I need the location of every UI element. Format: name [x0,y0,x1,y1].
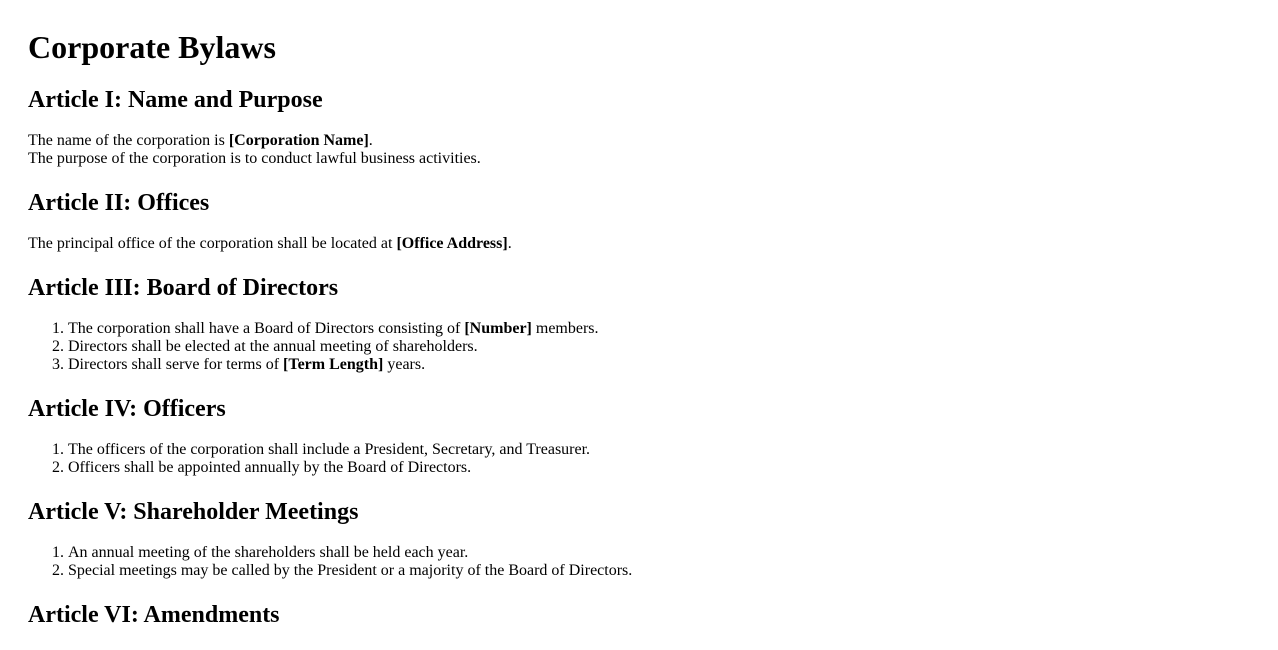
list-item: 1. An annual meeting of the shareholders shall be held each year. [68,544,632,562]
list-item: 2. Directors shall be elected at the annual meeting of shareholders. [68,338,599,356]
article-6 [28,601,1248,629]
list-item [68,356,599,374]
article-4-heading: Article IV: Officers [28,396,226,422]
article-2-heading: Article II: Offices [28,190,210,216]
article-2 [28,189,1248,252]
page-title: Corporate Bylaws [28,29,276,65]
article-1-paragraph [28,132,481,168]
placeholder-term-length: [Term Length] [283,356,384,373]
text-segment: The name of the corporation is [28,132,229,149]
text-segment: The principal office of the corporation shall be located at [28,235,397,252]
article-6-heading: Article VI: Amendments [28,602,280,628]
article-1-purpose-line: The purpose of the corporation is to conduct lawful business activities. [28,150,481,167]
list-item: 1. The officers of the corporation shall include a President, Secretary, and Treasurer. [68,441,590,459]
placeholder-corporation-name: [Corporation Name] [228,132,369,149]
article-3 [28,274,1248,373]
article-5-list [28,544,632,580]
article-2-paragraph [28,235,512,253]
list-item: 2. Officers shall be appointed annually by the Board of Directors. [68,459,590,477]
text-segment: Directors shall serve for terms of [68,356,284,373]
article-5-heading: Article V: Shareholder Meetings [28,499,359,525]
placeholder-number: [Number] [464,320,532,337]
text-segment: . [507,235,512,252]
list-item: 2. Special meetings may be called by the President or a majority of the Board of Directors. [68,562,632,580]
text-segment: . [368,132,373,149]
article-1-heading: Article I: Name and Purpose [28,87,323,113]
article-4-list [28,441,590,477]
text-segment: years. [383,356,426,373]
article-4 [28,395,1248,476]
article-1-name-line [28,132,481,150]
article-5 [28,498,1248,579]
text-segment: The corporation shall have a Board of Directors consisting of [68,320,465,337]
text-segment: members. [531,320,599,337]
article-3-list [28,320,599,374]
list-item [68,320,599,338]
article-1 [28,86,1248,167]
article-3-heading: Article III: Board of Directors [28,275,339,301]
placeholder-office-address: [Office Address] [396,235,508,252]
